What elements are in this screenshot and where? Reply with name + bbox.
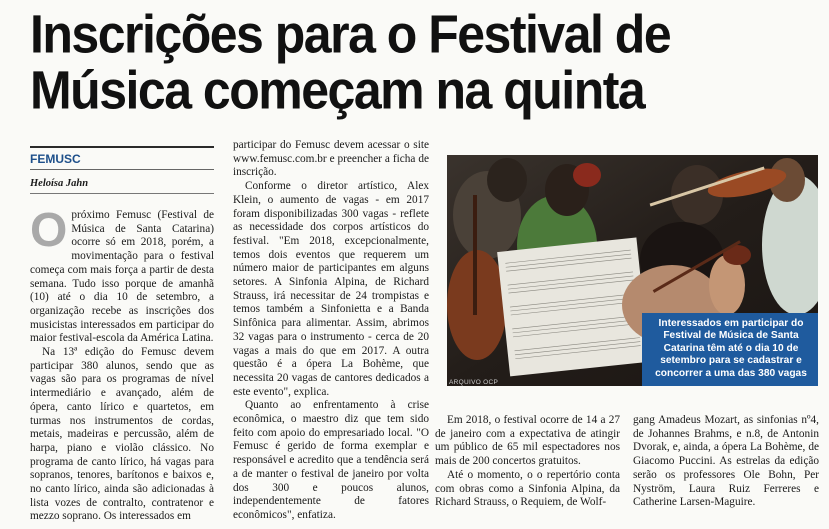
paragraph: Em 2018, o festival ocorre de 14 a 27 de janeiro com a expectativa de atingir um público de 65 mil espectadores nos mais de 200 concertos gratuitos.	[435, 414, 620, 468]
paragraph: gang Amadeus Mozart, as sinfonias nº4, de Johannes Brahms, e n.8, de Antonin Dvorak, e, ainda, a ópera La Bohème, de Giacomo Puccini. As estrelas da edição serão os professores Ole Bohn, Per Nyström, Laura Ruiz Ferreres e Catherine Larsen-Maguire.	[633, 414, 819, 509]
article-column-3	[435, 414, 620, 510]
paragraph: Na 13ª edição do Femusc devem participar 380 alunos, sendo que as vagas são para os programas de nível intermediário e avançado, além de ópera, canto lírico e quartetos, em turmas nos instrumentos de cordas, metais, madeiras e percussão, além de harpa, piano e violão clássico. No programa de canto lírico, há vagas para sopranos, tenores, barítonos e baixos e, no canto lírico, ainda são adicionadas à lista vozes de contralto, contratenor e mezzo soprano. Os interessados em	[30, 346, 214, 523]
article-column-1	[30, 204, 214, 524]
paragraph: Quanto ao enfrentamento à crise econômica, o maestro diz que tem sido feito com apoio do empresariado local. "O Femusc é gerido de forma exemplar e responsável e acredito que a tendência será a de manter o festival de janeiro por volta dos 300 e poucos alunos, independentemente de fatores econômicos", enfatiza.	[233, 399, 429, 521]
byline-rule	[30, 193, 214, 194]
paragraph: próximo Femusc (Festival de Música de Santa Catarina) ocorre só em 2018, porém, a movimentação para o festival começa com mais força a partir de desta semana. Tudo isso porque de amanhã (10) até o dia 10 de setembro, a organização recebe as inscrições dos musicistas interessados em participar do maior festival-escola da América Latina.	[30, 209, 214, 345]
photo-credit: ARQUIVO OCP	[449, 379, 499, 386]
section-label: FEMUSC	[30, 146, 214, 170]
byline: Heloísa Jahn	[30, 178, 89, 189]
article-column-4	[633, 414, 819, 510]
article-photo	[447, 155, 818, 386]
paragraph: participar do Femusc devem acessar o site www.femusc.com.br e preencher a ficha de inscrição.	[233, 139, 429, 179]
drop-cap: O	[30, 204, 68, 257]
photo-caption: Interessados em participar do Festival de Música de Santa Catarina têm até o dia 10 de setembro para se cadastrar e concorrer a uma das 380 vagas	[642, 313, 818, 386]
article-column-2	[233, 139, 429, 523]
paragraph: Até o momento, o o repertório conta com obras como a Sinfonia Alpina, da Richard Strauss, o Requiem, de Wolf-	[435, 468, 620, 509]
paragraph: Conforme o diretor artístico, Alex Klein, o aumento de vagas - em 2017 foram disponibilizadas 300 vagas - reflete as necessidade dos corpos artísticos do festival. "Em 2018, excepcionalmente, temos dois eventos que requerem um número maior de participantes em alguns setores. A Sinfonia Alpina, de Richard Strauss, irá necessitar de 24 trompistas e temos também a Sinfonietta e a Banda Sinfônica para alimentar. Assim, abrimos 32 vagas para o instrumento - cerca de 20 vagas a mais do que em 2017. A outra questão é a ópera La Bohème, que necessita 20 vagas de cantores dedicados a este evento", explica.	[233, 180, 429, 398]
headline: Inscrições para o Festival de Música começam na quinta	[30, 3, 671, 121]
